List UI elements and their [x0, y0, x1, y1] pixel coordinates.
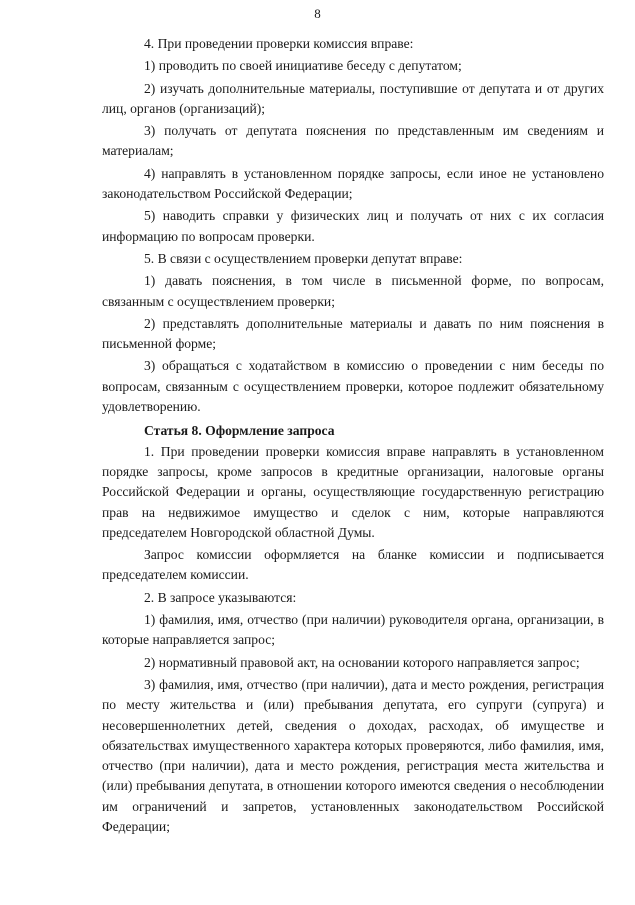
paragraph: 2) изучать дополнительные материалы, поступившие от депутата и от других лиц, органов (организаций); — [102, 80, 604, 116]
paragraph: 4. При проведении проверки комиссия вправе: — [144, 36, 414, 51]
paragraph: 5) наводить справки у физических лиц и получать от них с их согласия информацию по вопросам проверки. — [102, 208, 604, 244]
paragraph: 1) фамилия, имя, отчество (при наличии) руководителя органа, организации, в которые направляется запрос; — [102, 612, 604, 648]
paragraph: 3) фамилия, имя, отчество (при наличии), дата и место рождения, регистрация по месту жительства и (или) пребывания депутата, его супруги (супруга) и несовершеннолетних детей, сведения о доходах, расходах, об имуществе и обязательствах имущественного характера которых проверяются, либо фамилия, имя, отчество (при наличии), дата и место рождения, регистрация места жительства и (или) пребывания депутата, в отношении которого имеются сведения о несоблюдении им ограничений и запретов, установленных законодательством Российской Федерации; — [102, 676, 604, 834]
paragraph: 3) получать от депутата пояснения по представленным им сведениям и материалам; — [102, 123, 604, 159]
paragraph: 1) давать пояснения, в том числе в письменной форме, по вопросам, связанным с осуществлением проверки; — [102, 273, 604, 309]
paragraph: 4) направлять в установленном порядке запросы, если иное не установлено законодательством Российской Федерации; — [102, 165, 604, 202]
document-body — [102, 32, 604, 837]
page-number: 8 — [314, 6, 321, 21]
paragraph: 5. В связи с осуществлением проверки депутат вправе: — [144, 250, 463, 266]
paragraph: 2) представлять дополнительные материалы и давать по ним пояснения в письменной форме; — [102, 315, 604, 352]
paragraph: 1) проводить по своей инициативе беседу с депутатом; — [144, 58, 462, 74]
paragraph: 3) обращаться с ходатайством в комиссию о проведении с ним беседы по вопросам, связанным с осуществлением проверки, которое подлежит обязательному удовлетворению. — [102, 358, 604, 415]
paragraph: 2. В запросе указываются: — [144, 589, 297, 605]
article-heading: Статья 8. Оформление запроса — [144, 423, 335, 439]
paragraph: 1. При проведении проверки комиссия вправе направлять в установленном порядке запросы, кроме запросов в кредитные организации, налоговые органы Российской Федерации и органы, осуществляющие государственную регистрацию прав на недвижимое имущество и сделок с ним, которые направляются председателем Новгородской областной Думы. — [102, 443, 604, 540]
paragraph: 2) нормативный правовой акт, на основании которого направляется запрос; — [144, 654, 580, 670]
paragraph: Запрос комиссии оформляется на бланке комиссии и подписывается председателем комиссии. — [102, 547, 604, 583]
